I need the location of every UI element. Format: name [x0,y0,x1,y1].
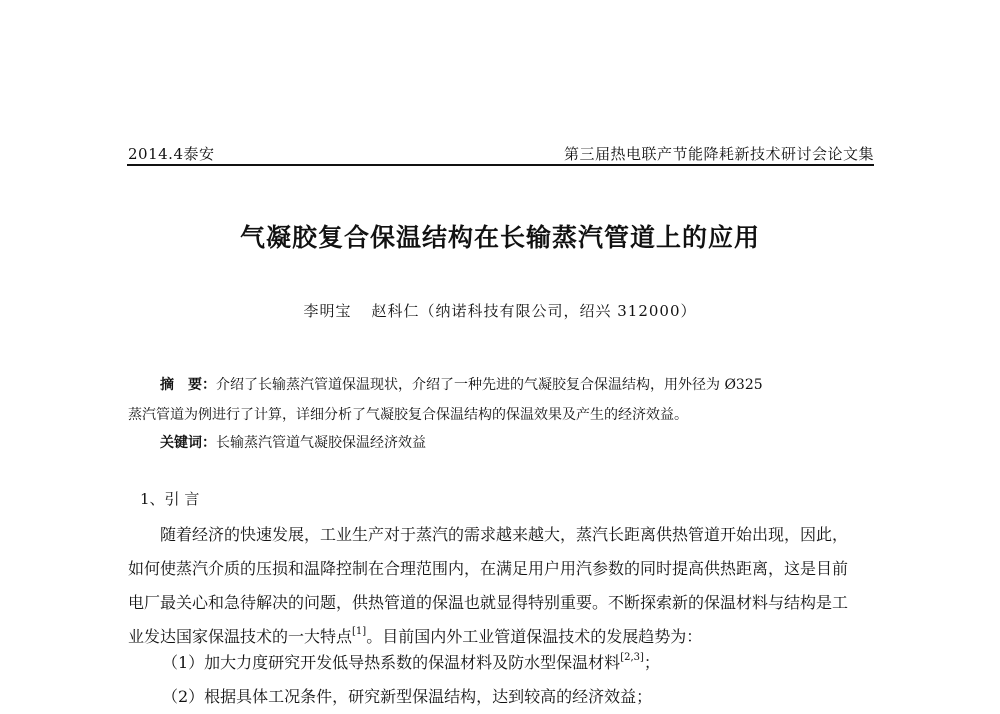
author-name: 李明宝 [303,302,352,320]
header-rule [127,164,874,166]
citation-ref-2-3: [2,3] [620,652,644,663]
running-header-proceedings: 第三届热电联产节能降耗新技术研讨会论文集 [563,145,874,163]
body-line-4-text: 业发达国家保温技术的一大特点 [128,627,353,646]
body-line-4-text-cont: 。目前国内外工业管道保温技术的发展趋势为： [366,627,703,646]
abstract-text-line1: 介绍了长输蒸汽管道保温现状，介绍了一种先进的气凝胶复合保温结构，用外径为 Ø325 [216,377,763,393]
body-line-2: 如何使蒸汽介质的压损和温降控制在合理范围内，在满足用户用汽参数的同时提高供热距离，这是目前 [128,559,849,578]
body-line-1: 随着经济的快速发展，工业生产对于蒸汽的需求越来越大，蒸汽长距离供热管道开始出现，因此， [160,525,849,544]
list-item-1-text: （1）加大力度研究开发低导热系数的保温材料及防水型保温材料 [162,653,621,672]
citation-ref-1: [1] [352,626,367,637]
author-affiliation: 赵科仁（纳诺科技有限公司，绍兴 312000） [371,302,697,320]
trend-list [162,646,660,714]
body-paragraph [128,518,876,654]
author-line [0,300,1000,321]
section-number: 1、 [140,490,165,508]
paper-title: 气凝胶复合保温结构在长输蒸汽管道上的应用 [239,223,760,252]
list-item: （2）根据具体工况条件，研究新型保温结构，达到较高的经济效益； [162,687,653,706]
keywords-label: 关键词： [160,435,216,451]
running-header-date-place: 2014.4泰安 [128,145,215,163]
abstract-label: 摘 要： [160,377,216,393]
list-item [162,646,660,680]
body-line-3: 电厂最关心和急待解决的问题，供热管道的保温也就显得特别重要。不断探索新的保温材料与结构是工 [128,593,849,612]
list-item-1-end: ； [643,653,660,672]
abstract [128,370,876,430]
abstract-text-line2: 蒸汽管道为例进行了计算，详细分析了气凝胶复合保温结构的保温效果及产生的经济效益。 [128,407,688,423]
section-title: 引 言 [164,490,200,508]
section-heading [140,488,199,509]
keywords-text: 长输蒸汽管道气凝胶保温经济效益 [216,435,426,451]
keywords [160,432,426,452]
